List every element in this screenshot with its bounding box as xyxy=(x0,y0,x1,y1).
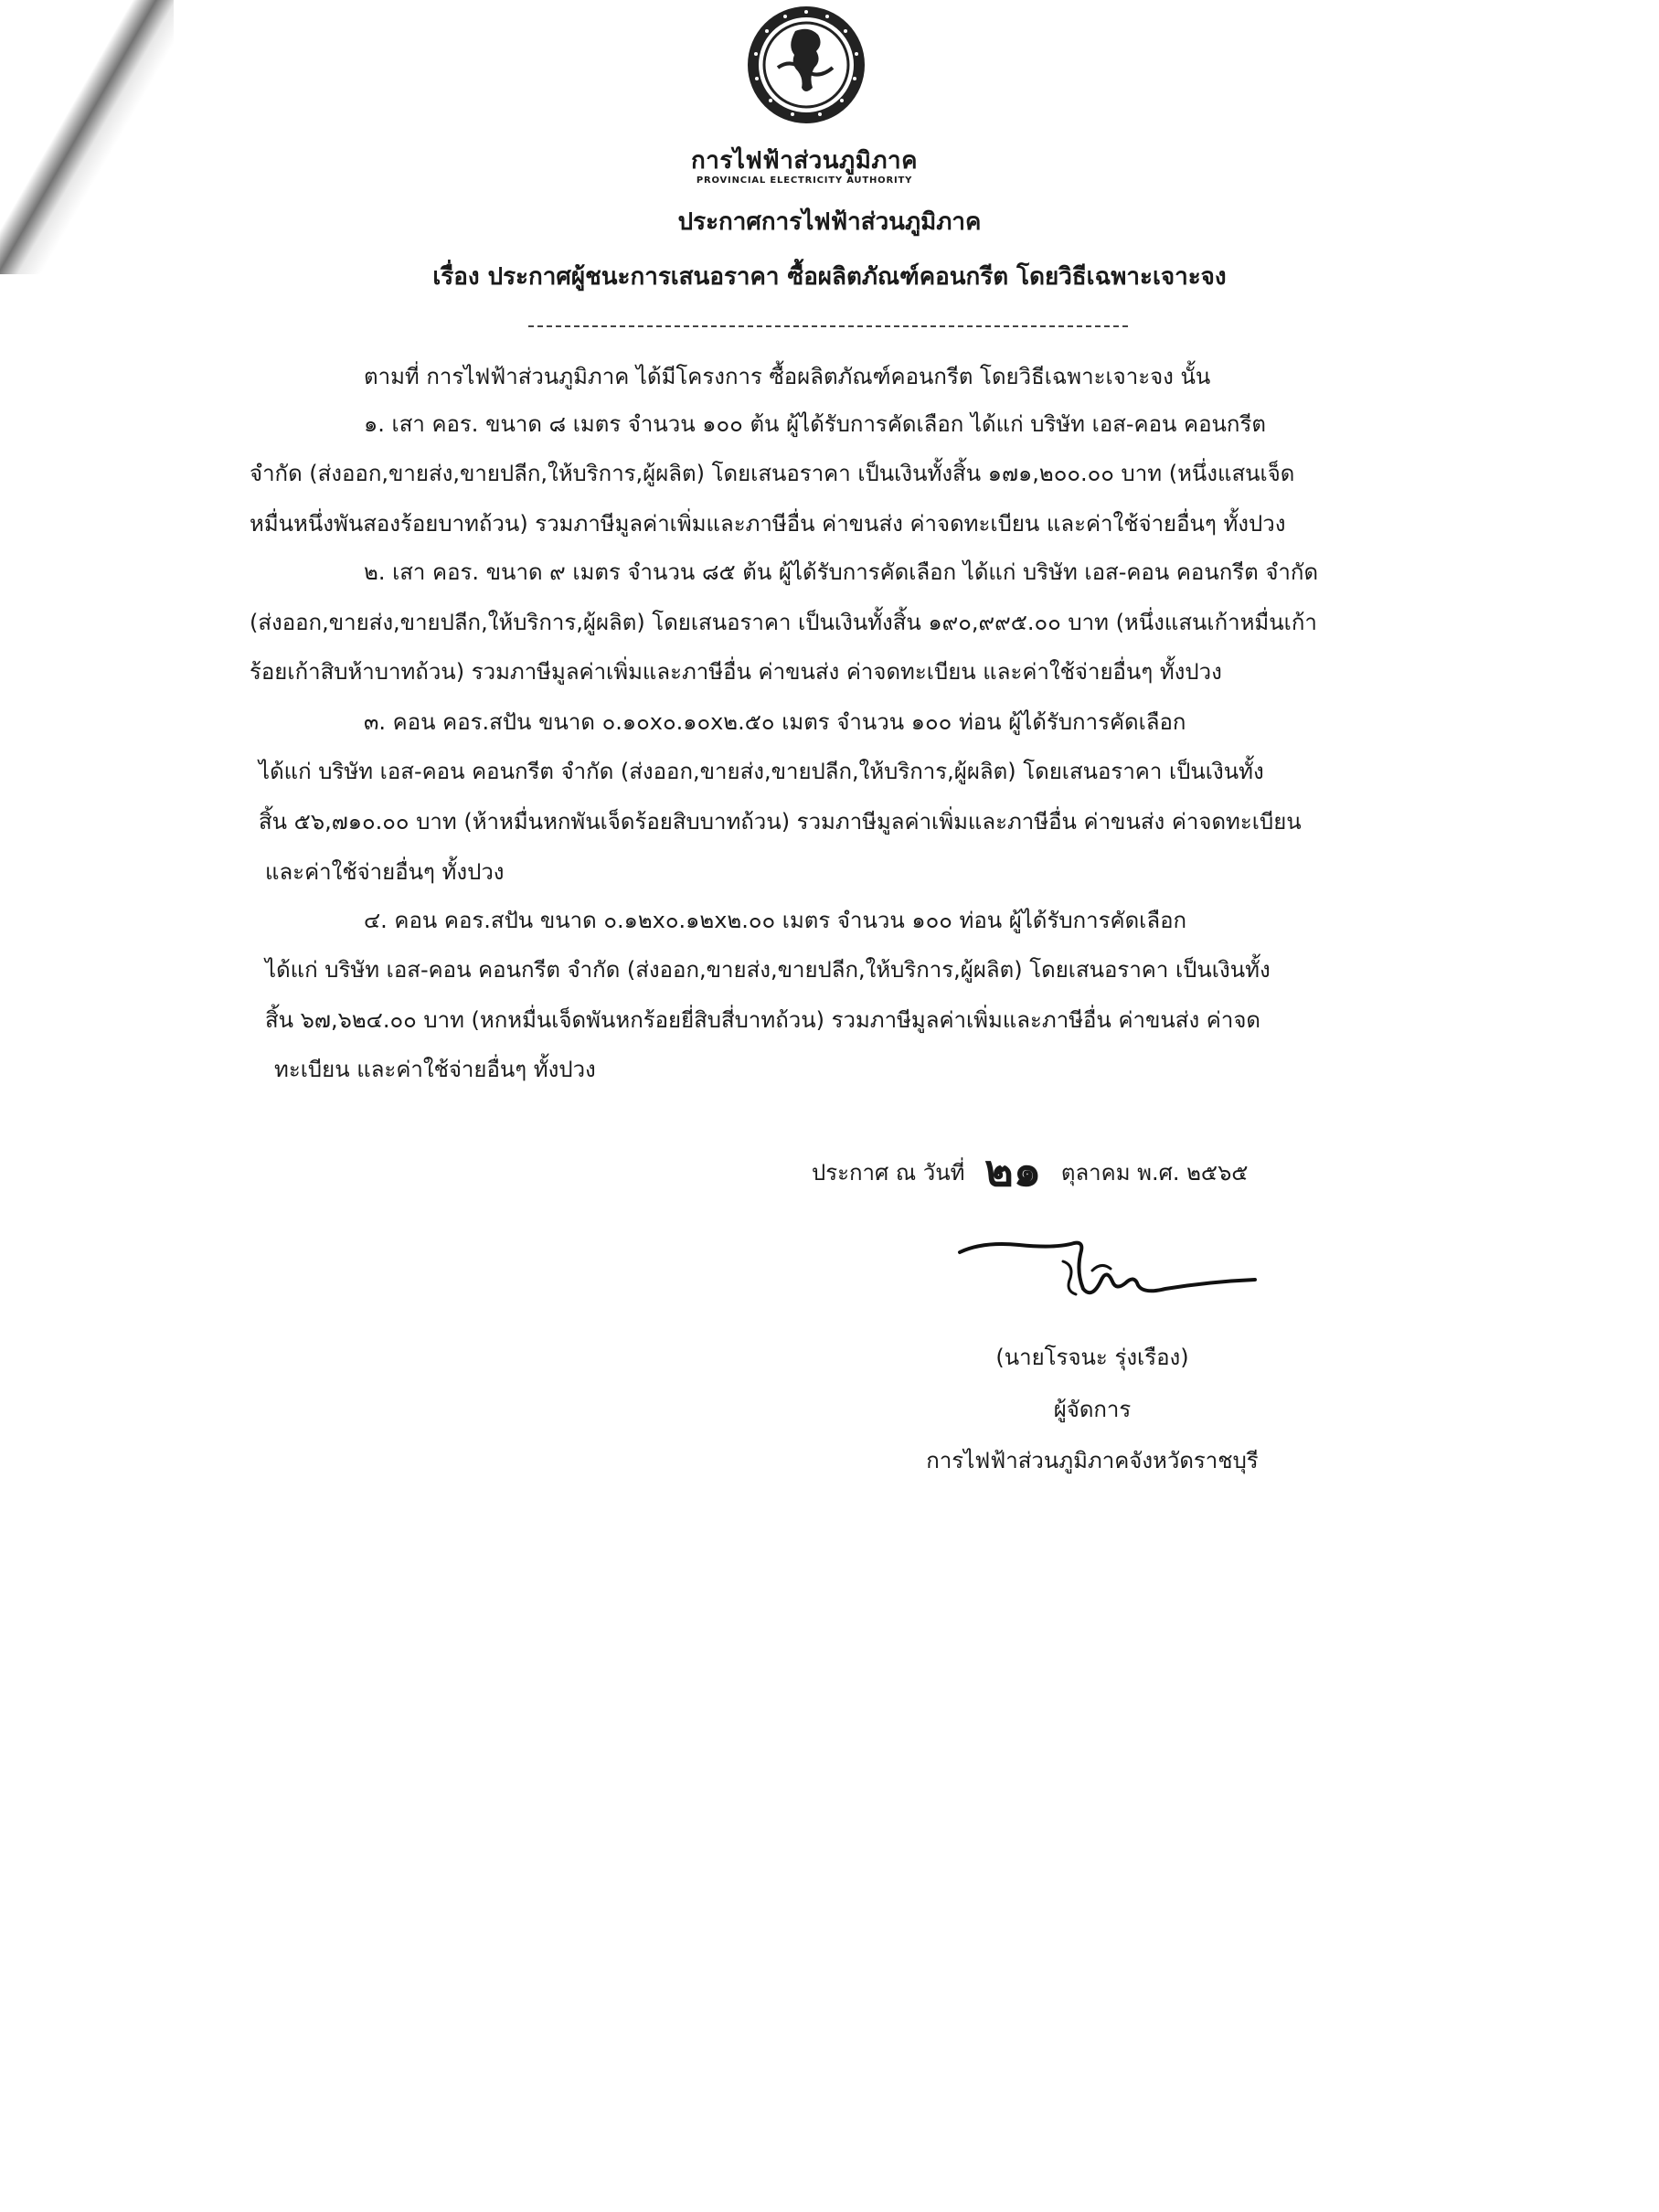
item4-line: สิ้น ๖๗,๖๒๔.๐๐ บาท (หกหมื่นเจ็ดพันหกร้อยยี่สิบสี่บาทถ้วน) รวมภาษีมูลค่าเพิ่มและภาษีอื่น ค่าขนส่ง ค่าจด xyxy=(265,1007,1260,1033)
item3-line: ๓. คอน คอร.สปัน ขนาด ๐.๑๐x๐.๑๐x๒.๕๐ เมตร จำนวน ๑๐๐ ท่อน ผู้ได้รับการคัดเลือก xyxy=(364,709,1186,735)
signatory-position: ผู้จัดการ xyxy=(1053,1397,1132,1422)
item1-line: จำกัด (ส่งออก,ขายส่ง,ขายปลีก,ให้บริการ,ผู้ผลิต) โดยเสนอราคา เป็นเงินทั้งสิ้น ๑๗๑,๒๐๐.๐๐ บาท (หนึ่งแสนเจ็ด xyxy=(250,461,1295,486)
intro-paragraph: ตามที่ การไฟฟ้าส่วนภูมิภาค ได้มีโครงการ ซื้อผลิตภัณฑ์คอนกรีต โดยวิธีเฉพาะเจาะจง นั้น xyxy=(364,364,1211,389)
announcement-date xyxy=(812,1136,1248,1206)
item3-line: สิ้น ๕๖,๗๑๐.๐๐ บาท (ห้าหมื่นหกพันเจ็ดร้อยสิบบาทถ้วน) รวมภาษีมูลค่าเพิ่มและภาษีอื่น ค่าขนส่ง ค่าจดทะเบียน xyxy=(259,809,1302,835)
handwritten-signature xyxy=(955,1234,1257,1316)
item4-line: ได้แก่ บริษัท เอส-คอน คอนกรีต จำกัด (ส่งออก,ขายส่ง,ขายปลีก,ให้บริการ,ผู้ผลิต) โดยเสนอราคา เป็นเงินทั้ง xyxy=(265,957,1271,983)
announcement-subject: เรื่อง ประกาศผู้ชนะการเสนอราคา ซื้อผลิตภัณฑ์คอนกรีต โดยวิธีเฉพาะเจาะจง xyxy=(432,263,1227,291)
item2-line: (ส่งออก,ขายส่ง,ขายปลีก,ให้บริการ,ผู้ผลิต) โดยเสนอราคา เป็นเงินทั้งสิ้น ๑๙๐,๙๙๕.๐๐ บาท (หนึ่งแสนเก้าหมื่นเก้า xyxy=(250,610,1317,635)
date-prefix: ประกาศ ณ วันที่ xyxy=(812,1160,965,1186)
announcement-title: ประกาศการไฟฟ้าส่วนภูมิภาค xyxy=(677,208,982,236)
item1-line: หมื่นหนึ่งพันสองร้อยบาทถ้วน) รวมภาษีมูลค่าเพิ่มและภาษีอื่น ค่าขนส่ง ค่าจดทะเบียน และค่าใช้จ่ายอื่นๆ ทั้งปวง xyxy=(250,511,1286,537)
date-month-year: ตุลาคม พ.ศ. ๒๕๖๕ xyxy=(1060,1160,1249,1186)
item3-line: ได้แก่ บริษัท เอส-คอน คอนกรีต จำกัด (ส่งออก,ขายส่ง,ขายปลีก,ให้บริการ,ผู้ผลิต) โดยเสนอราคา เป็นเงินทั้ง xyxy=(259,759,1264,784)
item4-line: ทะเบียน และค่าใช้จ่ายอื่นๆ ทั้งปวง xyxy=(274,1057,596,1082)
signatory-name: (นายโรจนะ รุ่งเรือง) xyxy=(995,1345,1189,1370)
org-name-english: PROVINCIAL ELECTRICITY AUTHORITY xyxy=(696,175,913,186)
item4-line: ๔. คอน คอร.สปัน ขนาด ๐.๑๒x๐.๑๒x๒.๐๐ เมตร จำนวน ๑๐๐ ท่อน ผู้ได้รับการคัดเลือก xyxy=(364,908,1187,933)
signatory-office: การไฟฟ้าส่วนภูมิภาคจังหวัดราชบุรี xyxy=(926,1448,1259,1473)
org-name-thai: การไฟฟ้าส่วนภูมิภาค xyxy=(691,147,918,175)
item2-line: ร้อยเก้าสิบห้าบาทถ้วน) รวมภาษีมูลค่าเพิ่มและภาษีอื่น ค่าขนส่ง ค่าจดทะเบียน และค่าใช้จ่ายอื่นๆ ทั้งปวง xyxy=(250,659,1222,685)
pea-logo-emblem xyxy=(745,4,867,126)
item2-line: ๒. เสา คอร. ขนาด ๙ เมตร จำนวน ๘๕ ต้น ผู้ได้รับการคัดเลือก ได้แก่ บริษัท เอส-คอน คอนกรีต จำกัด xyxy=(364,559,1319,585)
item1-line: ๑. เสา คอร. ขนาด ๘ เมตร จำนวน ๑๐๐ ต้น ผู้ได้รับการคัดเลือก ได้แก่ บริษัท เอส-คอน คอนกรีต xyxy=(364,411,1266,437)
item3-line: และค่าใช้จ่ายอื่นๆ ทั้งปวง xyxy=(265,859,505,885)
date-day-handwritten: ๒๑ xyxy=(984,1145,1042,1196)
title-divider xyxy=(528,325,1128,327)
